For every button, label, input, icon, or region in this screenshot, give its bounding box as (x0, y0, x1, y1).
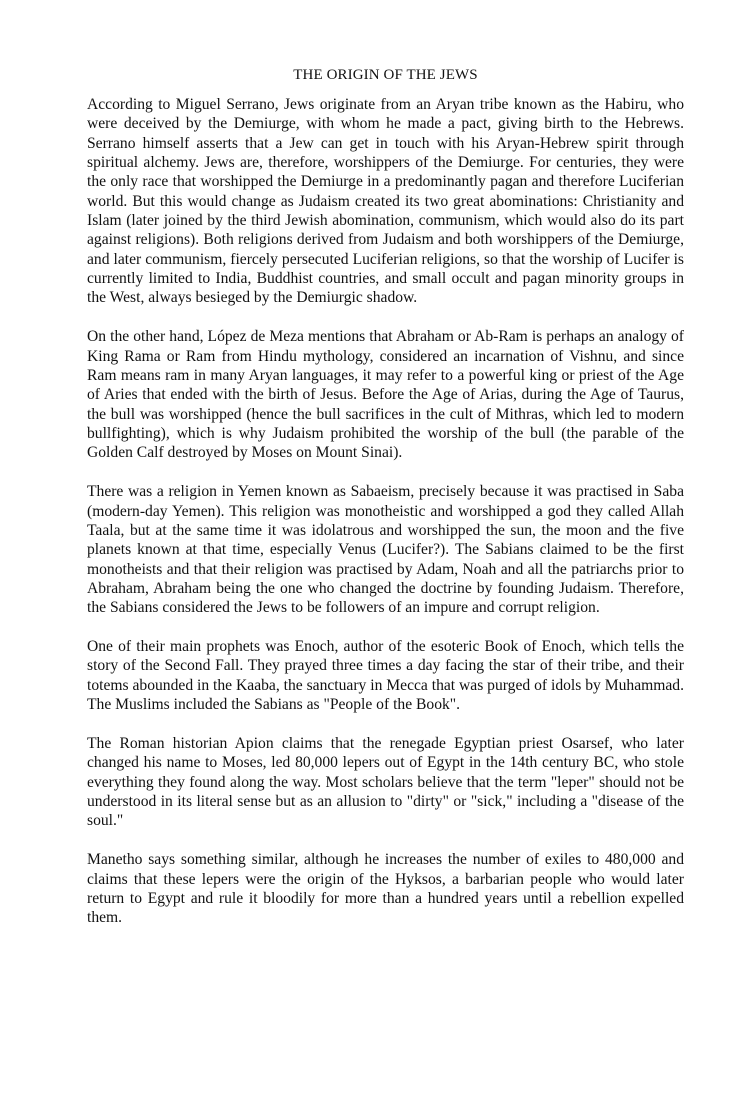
paragraph-apion: The Roman historian Apion claims that the renegade Egyptian priest Osarsef, who later changed his name to Moses, led 80,000 lepers out of Egypt in the 14th century BC, who stole everything they found along the way. Most scholars believe that the term "leper" should not be understood in its literal sense but as an allusion to "dirty" or "sick," including a "disease of the soul." (87, 734, 684, 830)
paragraph-sabaeism: There was a religion in Yemen known as Sabaeism, precisely because it was practised in Saba (modern-day Yemen). This religion was monotheistic and worshipped a god they called Allah Taala, but at the same time it was idolatrous and worshipped the sun, the moon and the five planets known at that time, especially Venus (Lucifer?). The Sabians claimed to be the first monotheists and that their religion was practised by Adam, Noah and all the patriarchs prior to Abraham, Abraham being the one who changed the doctrine by founding Judaism. Therefore, the Sabians considered the Jews to be followers of an impure and corrupt religion. (87, 483, 684, 617)
document-title: THE ORIGIN OF THE JEWS (293, 67, 478, 83)
document-page (87, 66, 684, 947)
paragraph-manetho: Manetho says something similar, although he increases the number of exiles to 480,000 and claims that these lepers were the origin of the Hyksos, a barbarian people who would later return to Egypt and rule it bloodily for more than a hundred years until a rebellion expelled them. (87, 851, 684, 927)
paragraph-serrano: According to Miguel Serrano, Jews originate from an Aryan tribe known as the Habiru, who were deceived by the Demiurge, with whom he made a pact, giving birth to the Hebrews. Serrano himself asserts that a Jew can get in touch with his Aryan-Hebrew spirit through spiritual alchemy. Jews are, therefore, worshippers of the Demiurge. For centuries, they were the only race that worshipped the Demiurge in a predominantly pagan and therefore Luciferian world. But this would change as Judaism created its two great abominations: Christianity and Islam (later joined by the third Jewish abomination, communism, which would also do its part against religions). Both religions derived from Judaism and both worshippers of the Demiurge, and later communism, fiercely persecuted Luciferian religions, so that the worship of Lucifer is currently limited to India, Buddhist countries, and small occult and pagan minority groups in the West, always besieged by the Demiurgic shadow. (87, 96, 684, 307)
paragraph-lopez-de-meza: On the other hand, López de Meza mentions that Abraham or Ab-Ram is perhaps an analogy of King Rama or Ram from Hindu mythology, considered an incarnation of Vishnu, and since Ram means ram in many Aryan languages, it may refer to a powerful king or priest of the Age of Aries that ended with the birth of Jesus. Before the Age of Arias, during the Age of Taurus, the bull was worshipped (hence the bull sacrifices in the cult of Mithras, which led to modern bullfighting), which is why Judaism prohibited the worship of the bull (the parable of the Golden Calf destroyed by Moses on Mount Sinai). (87, 328, 684, 462)
paragraph-enoch: One of their main prophets was Enoch, author of the esoteric Book of Enoch, which tells the story of the Second Fall. They prayed three times a day facing the star of their tribe, and their totems abounded in the Kaaba, the sanctuary in Mecca that was purged of idols by Muhammad. The Muslims included the Sabians as "People of the Book". (87, 638, 684, 714)
